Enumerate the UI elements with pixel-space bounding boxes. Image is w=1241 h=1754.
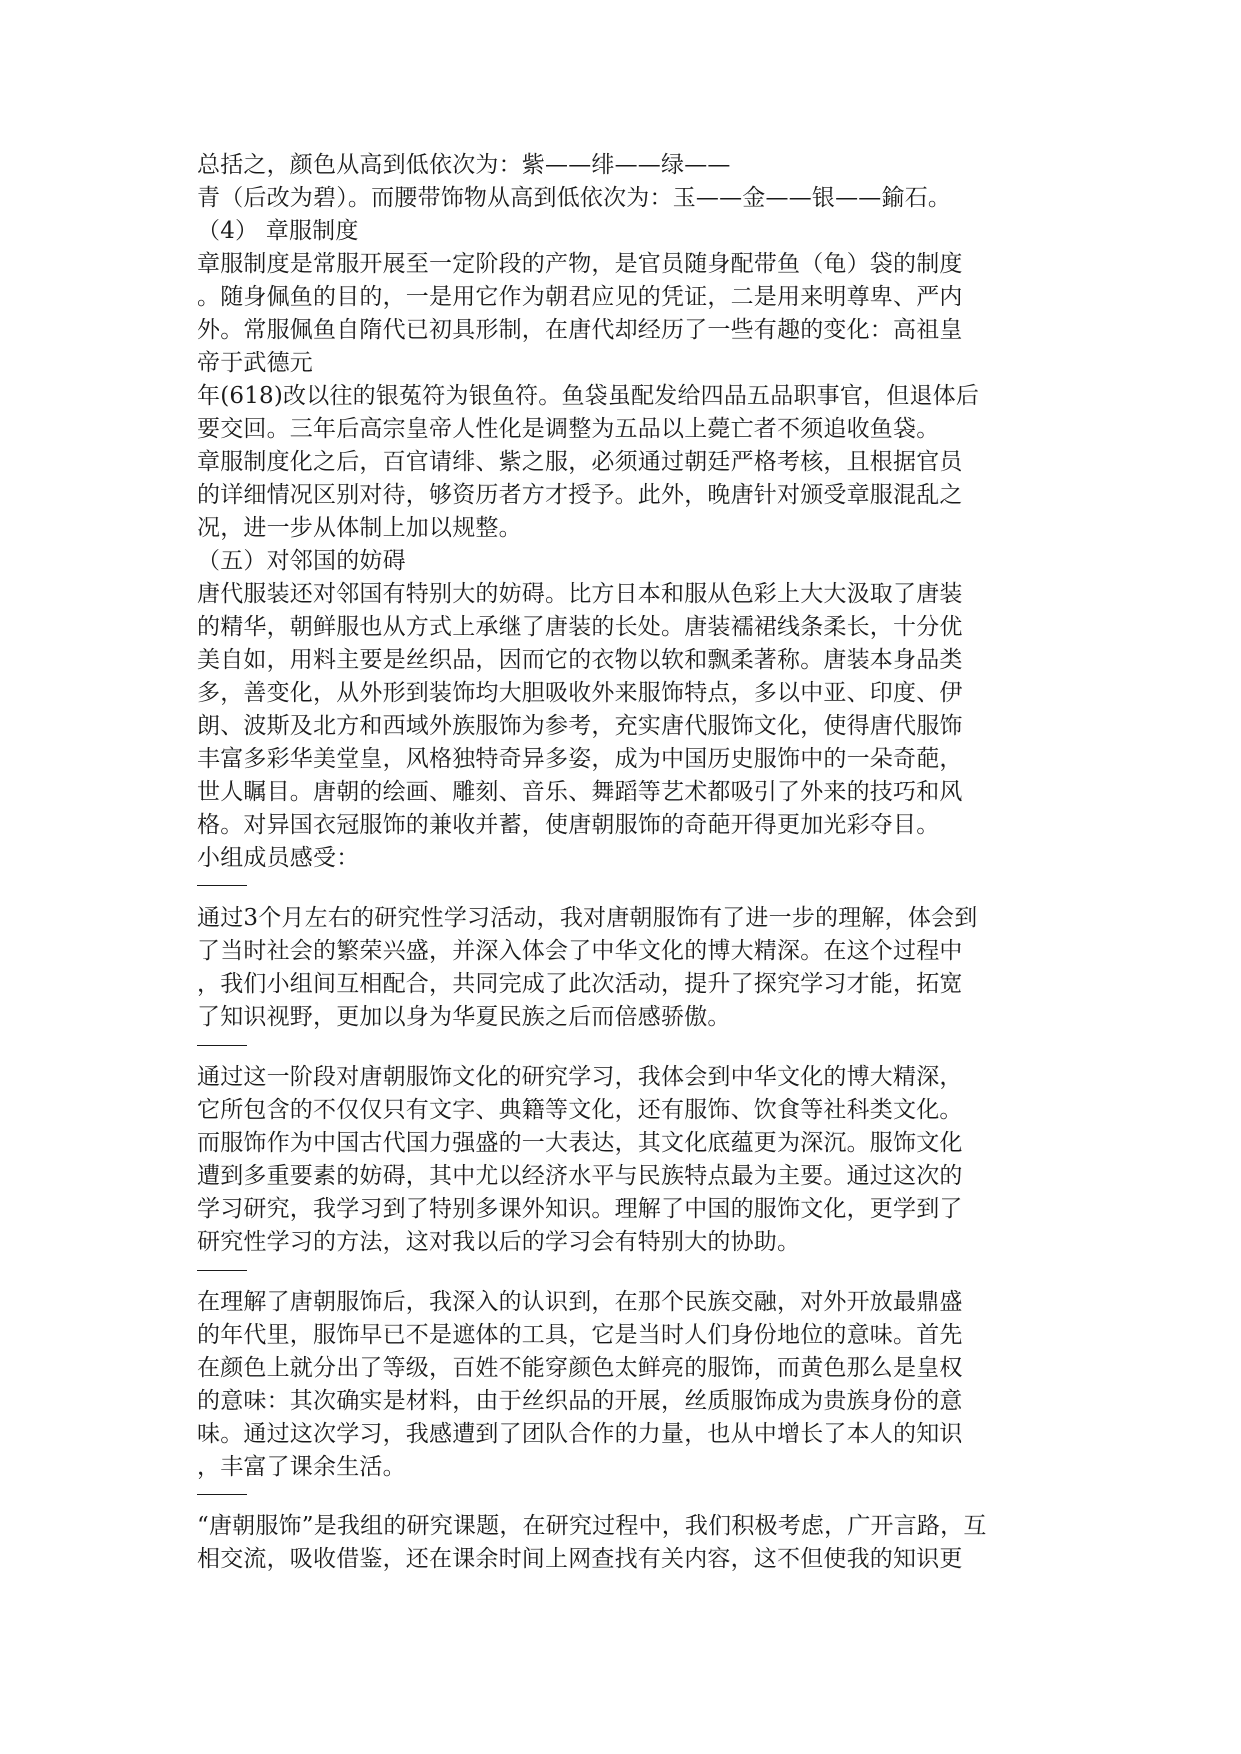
- text-line: 要交回。三年后高宗皇帝人性化是调整为五品以上薨亡者不须追收鱼袋。: [197, 416, 940, 442]
- text-line: 通过3个月左右的研究性学习活动，我对唐朝服饰有了进一步的理解，体会到: [197, 905, 978, 931]
- text-line: 的详细情况区别对待，够资历者方才授予。此外，晚唐针对颁受章服混乱之: [197, 482, 963, 508]
- text-line: 章服制度化之后，百官请绯、紫之服，必须通过朝廷严格考核，且根据官员: [197, 449, 963, 475]
- text-line: 年(618)改以往的银菟符为银鱼符。鱼袋虽配发给四品五品职事官，但退体后: [197, 383, 980, 409]
- separator-rule: [197, 885, 247, 886]
- text-line: 通过这一阶段对唐朝服饰文化的研究学习，我体会到中华文化的博大精深，: [197, 1064, 963, 1090]
- text-line: 相交流，吸收借鉴，还在课余时间上网查找有关内容，这不但使我的知识更: [197, 1546, 963, 1572]
- text-line: 。随身佩鱼的目的，一是用它作为朝君应见的凭证，二是用来明尊卑、严内: [197, 284, 963, 310]
- text-line: 帝于武德元: [197, 350, 313, 376]
- text-line: 唐代服装还对邻国有特别大的妨碍。比方日本和服从色彩上大大汲取了唐装: [197, 581, 963, 607]
- text-line: “唐朝服饰”是我组的研究课题，在研究过程中，我们积极考虑，广开言路，互: [197, 1513, 987, 1539]
- text-line: 丰富多彩华美堂皇，风格独特奇异多姿，成为中国历史服饰中的一朵奇葩，: [197, 746, 963, 772]
- text-line: 了知识视野，更加以身为华夏民族之后而倍感骄傲。: [197, 1004, 731, 1030]
- section-heading: （4） 章服制度: [197, 218, 359, 244]
- section-heading: （五）对邻国的妨碍: [197, 548, 406, 574]
- text-line: 总括之，颜色从高到低依次为：紫——绯——绿——: [197, 152, 731, 178]
- text-line: 世人瞩目。唐朝的绘画、雕刻、音乐、舞蹈等艺术都吸引了外来的技巧和风: [197, 779, 963, 805]
- text-line: 的精华，朝鲜服也从方式上承继了唐装的长处。唐装襦裙线条柔长，十分优: [197, 614, 963, 640]
- text-line: 美自如，用料主要是丝织品，因而它的衣物以软和飘柔著称。唐装本身品类: [197, 647, 963, 673]
- separator-rule: [197, 1494, 247, 1495]
- text-line: ，丰富了课余生活。: [197, 1454, 406, 1480]
- text-line: 在颜色上就分出了等级，百姓不能穿颜色太鲜亮的服饰，而黄色那么是皇权: [197, 1355, 963, 1381]
- text-line: 而服饰作为中国古代国力强盛的一大表达，其文化底蕴更为深沉。服饰文化: [197, 1130, 963, 1156]
- text-line: 青（后改为碧）。而腰带饰物从高到低依次为：玉——金——银——鍮石。: [197, 185, 952, 211]
- text-line: 章服制度是常服开展至一定阶段的产物，是官员随身配带鱼（龟）袋的制度: [197, 251, 963, 277]
- text-line: 学习研究，我学习到了特别多课外知识。理解了中国的服饰文化，更学到了: [197, 1196, 963, 1222]
- text-line: 在理解了唐朝服饰后，我深入的认识到，在那个民族交融，对外开放最鼎盛: [197, 1289, 963, 1315]
- text-line: 遭到多重要素的妨碍，其中尤以经济水平与民族特点最为主要。通过这次的: [197, 1163, 963, 1189]
- text-line: 研究性学习的方法，这对我以后的学习会有特别大的协助。: [197, 1229, 801, 1255]
- separator-rule: [197, 1045, 247, 1046]
- text-line: 外。常服佩鱼自隋代已初具形制，在唐代却经历了一些有趣的变化：高祖皇: [197, 317, 963, 343]
- text-line: ，我们小组间互相配合，共同完成了此次活动，提升了探究学习才能，拓宽: [197, 971, 963, 997]
- separator-rule: [197, 1270, 247, 1271]
- text-line: 的年代里，服饰早已不是遮体的工具，它是当时人们身份地位的意味。首先: [197, 1322, 963, 1348]
- text-line: 了当时社会的繁荣兴盛，并深入体会了中华文化的博大精深。在这个过程中: [197, 938, 963, 964]
- text-line: 况，进一步从体制上加以规整。: [197, 515, 522, 541]
- text-line: 格。对异国衣冠服饰的兼收并蓄，使唐朝服饰的奇葩开得更加光彩夺目。: [197, 812, 940, 838]
- text-line: 味。通过这次学习，我感遭到了团队合作的力量，也从中增长了本人的知识: [197, 1421, 963, 1447]
- text-line: 的意味：其次确实是材料，由于丝织品的开展，丝质服饰成为贵族身份的意: [197, 1388, 963, 1414]
- text-line: 多，善变化，从外形到装饰均大胆吸收外来服饰特点，多以中亚、印度、伊: [197, 680, 963, 706]
- text-line: 朗、波斯及北方和西域外族服饰为参考，充实唐代服饰文化，使得唐代服饰: [197, 713, 963, 739]
- section-heading: 小组成员感受：: [197, 845, 360, 871]
- text-line: 它所包含的不仅仅只有文字、典籍等文化，还有服饰、饮食等社科类文化。: [197, 1097, 963, 1123]
